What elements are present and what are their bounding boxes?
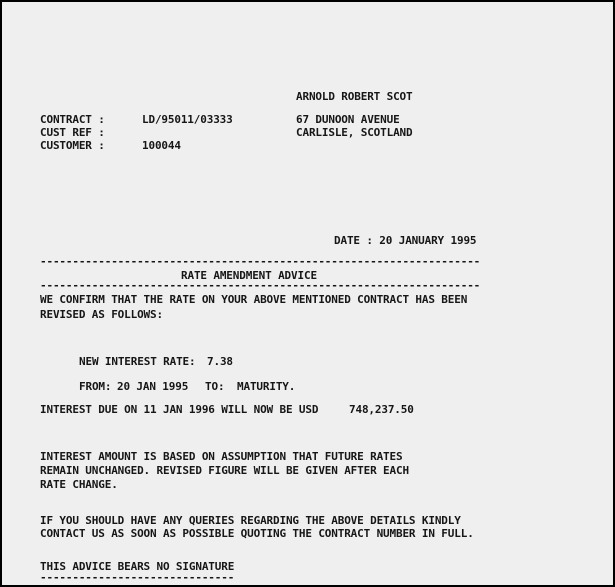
confirm-line-1: WE CONFIRM THAT THE RATE ON YOUR ABOVE MENTIONED CONTRACT HAS BEEN: [40, 293, 468, 306]
assumption-line-1: INTEREST AMOUNT IS BASED ON ASSUMPTION THAT FUTURE RATES: [40, 450, 403, 463]
interest-due-amount: 748,237.50: [349, 403, 414, 416]
assumption-line-2: REMAIN UNCHANGED. REVISED FIGURE WILL BE GIVEN AFTER EACH: [40, 464, 409, 477]
date-line: DATE : 20 JANUARY 1995: [334, 234, 477, 247]
advice-title: RATE AMENDMENT ADVICE: [181, 269, 317, 282]
separator-top: --------------------------------------------------------------------: [40, 255, 481, 268]
confirm-line-2: REVISED AS FOLLOWS:: [40, 308, 163, 321]
to-label: TO:: [205, 380, 225, 393]
customer-label: CUSTOMER :: [40, 139, 105, 152]
no-signature-line: THIS ADVICE BEARS NO SIGNATURE: [40, 560, 235, 573]
customer-value: 100044: [142, 139, 181, 152]
queries-line-1: IF YOU SHOULD HAVE ANY QUERIES REGARDING THE ABOVE DETAILS KINDLY: [40, 514, 461, 527]
queries-line-2: CONTACT US AS SOON AS POSSIBLE QUOTING THE CONTRACT NUMBER IN FULL.: [40, 527, 474, 540]
signature-underline: ------------------------------: [40, 571, 235, 584]
from-value: 20 JAN 1995: [117, 380, 189, 393]
contract-label: CONTRACT :: [40, 113, 105, 126]
assumption-line-3: RATE CHANGE.: [40, 478, 118, 491]
separator-bottom: --------------------------------------------------------------------: [40, 279, 481, 292]
from-label: FROM:: [79, 380, 112, 393]
cust-ref-label: CUST REF :: [40, 126, 105, 139]
address-line-1: 67 DUNOON AVENUE: [296, 113, 400, 126]
contract-value: LD/95011/03333: [142, 113, 233, 126]
new-rate-label: NEW INTEREST RATE:: [79, 355, 196, 368]
recipient-name: ARNOLD ROBERT SCOT: [296, 90, 413, 103]
interest-due-text: INTEREST DUE ON 11 JAN 1996 WILL NOW BE USD: [40, 403, 319, 416]
to-value: MATURITY.: [237, 380, 296, 393]
new-rate-value: 7.38: [207, 355, 233, 368]
address-line-2: CARLISLE, SCOTLAND: [296, 126, 413, 139]
